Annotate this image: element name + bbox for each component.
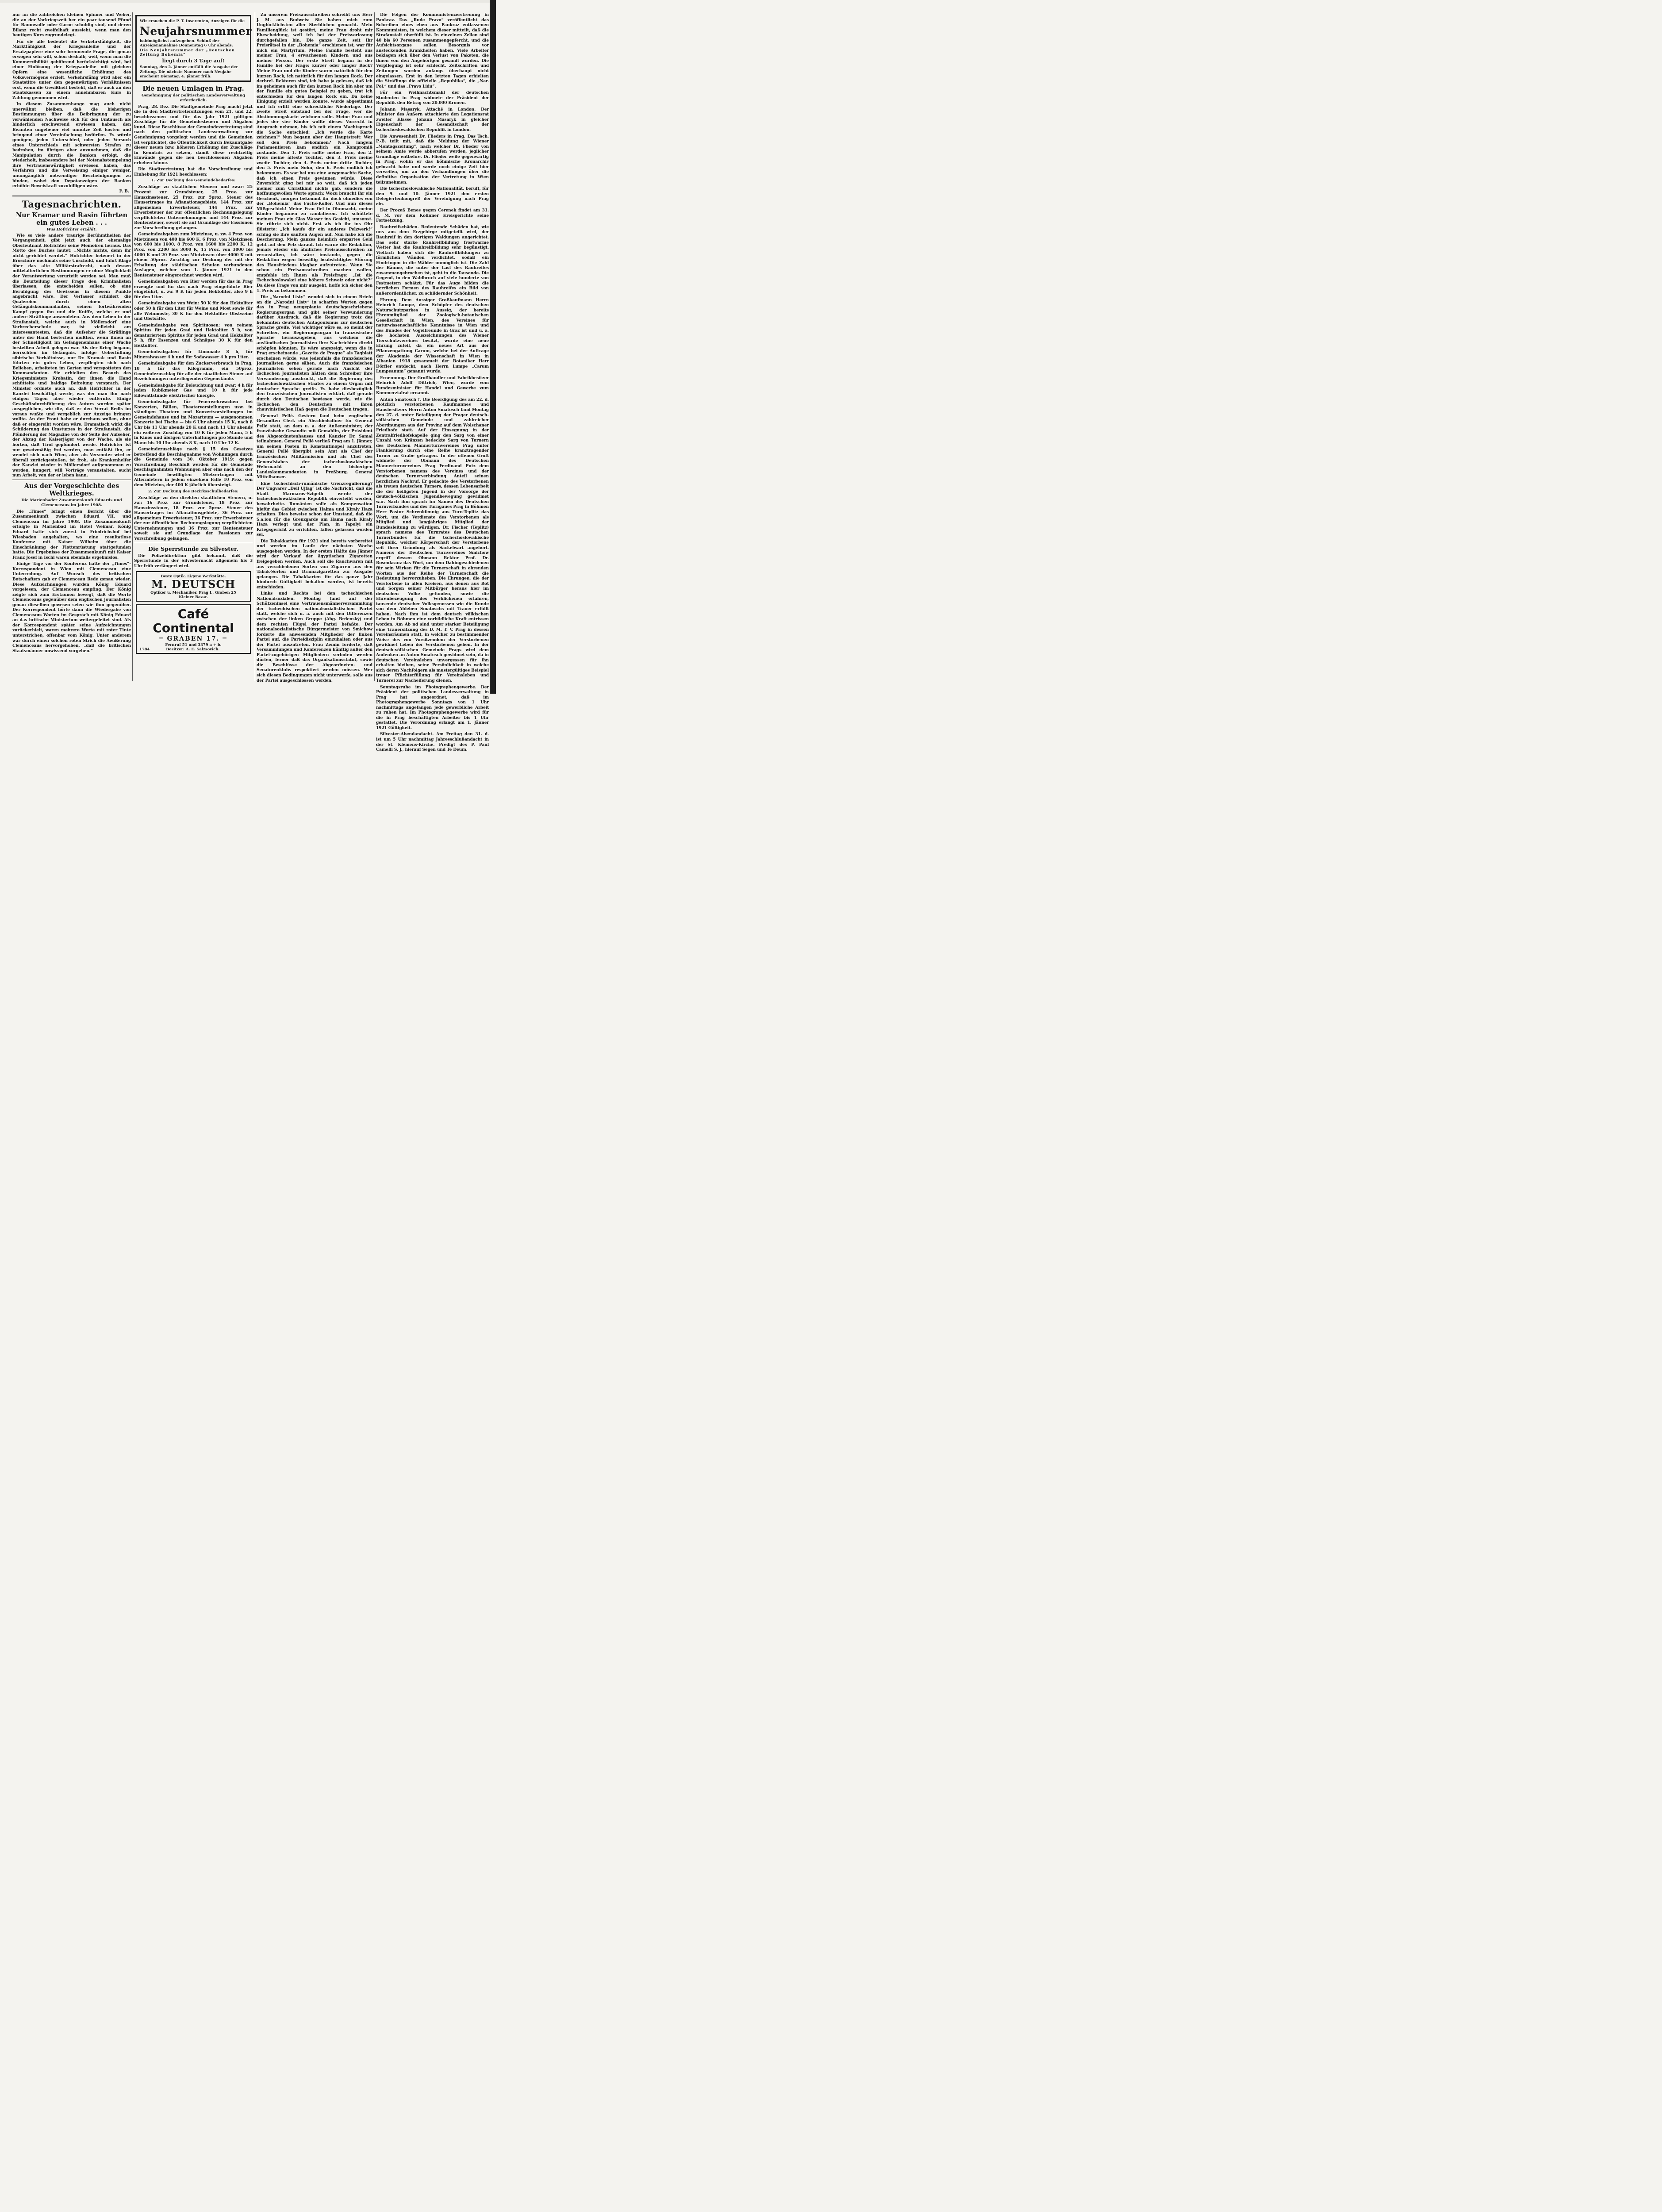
newspaper-page — [12, 12, 489, 753]
ad-tagline: Beste Optik. Eigene Werkstätte. — [161, 574, 226, 579]
ad-cafe-address: ═ GRABEN 17. ═ — [159, 635, 227, 643]
section-subheading: 1. Zur Deckung des Gemeindebedarfes: — [151, 178, 236, 183]
paragraph: Die Polizeidirektion gibt bekannt, daß die Sperrstunde in der Silvesternacht allgemein bis 3 Uhr früh verlängert wird. — [134, 553, 253, 568]
column-3 — [257, 12, 372, 681]
ad-cafe-owner: Besitzer: A. E. Salzsovich. — [166, 647, 220, 652]
paragraph: Johann Masaryk, Attaché in London. Der Minister des Äußern attachierte den Legationsrat zweiter Klasse Johann Masaryk in gleicher Eigenschaft der Gesandtschaft der tschechoslowakischen Republik in London. — [376, 107, 489, 133]
article-headline: Nur Kramar und Rasin führten ein gutes Leben . . . — [15, 211, 128, 227]
paragraph: General Pellé. Gestern fand beim englischen Gesandten Clerk ein Abschiedsdiner für General Pellé statt, an dem u. a. der Außenminister, der französische Gesandte mit Gemahlin, der Präsident des Abgeordnetenhauses und Kanzler Dr. Samal teilnahmen. General Pellé verließ Prag am 1. Jänner, um seinen Posten in Konstantinopel anzutreten. General Pellé übergibt sein Amt als Chef der französischen Militärmission und als Chef des Generalstabes der tschechoslowakischen Wehrmacht an den bisherigen Landeskommandanten in Preßburg, General Mittelhauser. — [257, 413, 372, 480]
ad-company-name: M. DEUTSCH — [151, 578, 236, 591]
paragraph: Eine tschechisch-rumänische Grenzregulierung? Der Ungvarer „Dell Ujfag“ ist die Nachricht, daß die Stadt Marmaros-Szigeth werde der tschechoslowakischen Republik einverleibt werden, bewahrheite. Rumänien solle als Kompensation hiefür das Gebiet zwischen Halma und Kiraly Haza erhalten. Dies beweise schon der Umstand, daß die S.a.ion für die Grenzgarde am Hama nach Kiraly Haza verlegt und der Plan, in Tapolyi ein Kriegsgericht zu errichten, fallen gelassen worden sei. — [257, 481, 372, 538]
scan-top-margin — [0, 0, 496, 3]
notice-emphasis: liegt durch 3 Tage auf! — [162, 58, 225, 64]
ad-address: Optiker u. Mechaniker. Prag I., Graben 25 — [150, 590, 236, 595]
article-headline: Die neuen Umlagen in Prag. — [142, 84, 244, 92]
paragraph: Gemeindeabgabe für den Zuckerverbrauch in Prag, 10 h für das Kilogramm, ein 50proz. Gemeindezuschlag für alle der staatlichen Steuer auf Bezeichnungen unterliegenden Gegenstände. — [134, 361, 253, 382]
column-2 — [134, 12, 253, 681]
cafe-advertisement — [136, 604, 251, 654]
optician-advertisement — [136, 571, 251, 602]
column-rule — [374, 12, 375, 681]
paragraph: Gemeindeabgaben zum Mietzinse, u. zw. 4 Proz. von Mietzinsen von 400 bis 600 K, 6 Proz. von Mietzinsen von 600 bis 1600, 8 Proz. von 1600 bis 2200 K, 12 Proz. von 2200 bis 3000 K, 15 Proz. von 3000 bis 4000 K und 20 Proz. von Mietzinsen über 4000 K mit einem 50proz. Zuschlag zur Deckung der mit der Erhaltung der städtischen Schulen verbundenen Auslagen, welcher vom 1. Jänner 1921 in den Rentensteuer eingerechnet werden wird. — [134, 232, 253, 278]
paragraph: Gemeindeabgaben für Limonade 8 h, für Mineralwasser 4 h und für Sodawasser 4 h pro Liter. — [134, 349, 253, 360]
paragraph: Silvester-Abendandacht. Am Freitag den 31. d. ist um 5 Uhr nachmittag Jahresschlußandacht in der St. Klemens-Kirche. Predigt des P. Paul Camelli S. J., hierauf Segen und Te Deum. — [376, 732, 489, 753]
paragraph: Einige Tage vor der Konferenz hatte der „Times“-Korrespondent in Wien mit Clemenceau eine Unterredung. Auf Wunsch des britischen Botschafters gab er Clemenceau Rede genau wieder. Diese Aufzeichnungen wurden König Eduard vorgelesen, der Clemenceau empfing. Der König zeigte sich zum Erstaunen bewegt, daß die Worte Clemenceaus gegenüber dem englischen Journalisten genau dieselben gewesen seien wie ihm gegenüber. Der Korrespondent hörte dann die Wiedergabe von Clemenceaus Worten im Gespräch mit König Eduard an das britische Ministerium weitergeleitet sind. Als der Korrespondent später seine Aufzeichnungen zurückerhielt, waren mehrere Worte mit roter Tinte unterstrichen, offenbar vom König. Unter anderem war durch einen solchen roten Strich die Aeußerung Clemenceaus hervorgehoben, „daß die britischen Staatsmänner unwissend vorgehen.“ — [12, 561, 131, 653]
paragraph: Ehrung. Dem Aussiger Großkaufmann Herrn Heinrich Lumpe, dem Schöpfer des deutschen Naturschutzparkes in Aussig, der bereits Ehrenmitglied der Zoologisch-botanischen Gesellschaft in Wien, des Vereines für naturwissenschaftliche Kenntnisse in Wien und des Bundes der Vogelfreunde in Graz ist und u. a. die höchsten Auszeichnungen des Wiener Tierschutzvereines besitzt, wurde eine neue Ehrung zuteil, da ein neues Art aus der Pflanzengattung Carum, welche bei der Auftrage der Akademie der Wissenschaft in Wien in Albanien 1918 gesammelt der Botaniker Herr Dörfler entdeckt, nach Herrn Lumpe „Carum Lumpeanum“ genannt wurde. — [376, 297, 489, 374]
paragraph: Gemeindeabgabe für Beleuchtung und zwar: 4 h für jeden Kubikmeter Gas und 10 h für jede Kilowattstunde elektrischer Energie. — [134, 383, 253, 398]
paragraph: Gemeindeabgabe von Spirituosen: von reinem Spiritus für jeden Grad und Hektoliter 5 h, von denaturiertem Spiritus für jeden Grad und Hektoliter 5 h, für Essenzen und Schnäpse 30 K für den Hektoliter. — [134, 323, 253, 348]
announcement-box — [135, 15, 251, 82]
paragraph: Für sie alle bedeutet die Verkehrsfähigkeit, die Marktfähigkeit der Kriegsanleihe und der Ersatzpapiere eine sehr brennende Frage, die genau erwogen sein will, schon deshalb, weil, wenn man die Kommerzibilität gebührend berücksichtigt wird, bei einer Einlösung der Kriegsanleihe mit gleichen Opfern eine wesentliche Erhöhung des Volksvermögens erzielt. Verkehrsfähig wird aber ein Staatstitre unter den gegenwärtigen Verhältnissen erst, wenn die Gewißheit besteht, daß er auch an den Staatskassen zu einem annehmbaren Kurs in Zahlung genommen wird. — [12, 39, 131, 100]
paragraph: Die „Narodni Listy“ wendet sich in einem Briefe an die „Narodni Listy“ in scharfen Worten gegen das in Prag neugeplante deutschgeschriebene Regierungsorgan und gibt seiner Verwunderung darüber Ausdruck, daß die Regierung trotz des bekannten deutschen Antagonismus zur deutschen Sprache greife. Viel wichtiger wäre es, so meint der Schreiber, ein Regierungsorgan in französischer Sprache herauszugeben, aus welchem die ausländischen Journalisten ihre Nachrichten direkt schöpfen könnten. Es wäre angezeigt, wenn die in Prag erscheinende „Gazette de Prague“ als Tagblatt erscheinen würde, was jedenfalls die französischen Journalisten gerne sähen. Auch die französischen Journalisten sehen gerade nach Ansicht der Tschechen Journalisten hätten dem Schreiber ihre Verwunderung ausdrückt, daß die Regierung des tschechoslowakischen Staates zu einem Organ mit deutscher Sprache greife. Es habe diesbezüglich den französischen Journalisten erklärt, daß gerade durch den Deutschen bewiesen werde, wie die Tschechen den Deutschen mit ihren chauvinistischen Haß gegen die Deutschen tragen. — [257, 295, 372, 412]
paragraph: Zuschläge zu den direkten staatlichen Steuern, u. zw.: 16 Proz. zur Grundsteuer, 18 Proz. zur Hauszinssteuer, 18 Proz. zur 5proz. Steuer des Hausertrages im Afianationsgebiete, 36 Proz. zur allgemeinen Erwerbsteuer, 36 Proz. zur Erwerbsteuer der zur öffentlichen Rechnungslegung verpflichteten Unternehmungen und 36 Proz. zur Rentensteuer soweit sie auf Grundlage der Fassionen zur Vorschreibung gelangen. — [134, 495, 253, 541]
notice-text: Sonntag, den 2. Jänner entfällt die Ausgabe der Zeitung. Die nächste Nummer nach Neujahr erscheint Dienstag, 4. Jänner früh. — [140, 64, 238, 79]
ad-location: Kleiner Bazar. — [179, 595, 208, 599]
section-subheading: 2. Zur Deckung des Bezirksschulbedarfes: — [148, 489, 238, 494]
paragraph: Gemeindezuschläge nach § 15 des Gesetzes betreffend die Beschlagnahme von Wohnungen durch die Gemeinde vom 30. Oktober 1919: gegen Vorschreibung Beschluß werden für die Gemeinde beschlagnahmten Wohnungen aber eins nach den der Gemeinde bewilligten Mietverträgen mit Aftermietern in jedem einzelnen Falle 10 Proz. von dem Mietzins, der 400 K jährlich übersteigt. — [134, 447, 253, 488]
paragraph: Zu unserem Preisausschreiben schreibt uns Herr J. M. aus Budweis: Sie haben mich zum Unglücklichsten aller Sterblichen gemacht. Mein Familienglück ist gestört, meine Frau droht mir Ehescheidung, weil ich bei der Preisverlosung durchgefallen bin. Die ganze Zeit, seit Ihr Preisrätsel in der „Bohemia“ erschienen ist, war für mich ein Martyrium. Meine Familie besteht aus meiner Frau, 4 erwachsenen Kindern und aus meiner Person. Der erste Streit begann in der Familie bei der Frage: kurzer oder langer Rock? Meine Frau und die Kinder waren natürlich für den kurzen Rock, ich natürlich für den langen Rock. Der derbrel. Rektoren sind, ich habe ja gelesen, daß ich im geheimen auch für den kurzen Rock bin aber um der Familie ein gutes Beispiel zu geben, trat ich entschieden für den langen Rock ein. Da keine Einigung erzielt werden konnte, wurde abgestimmt und ich erlitt eine schreckliche Niederlage. Der zweite Streit entstand bei der Frage, wer die Abstimmungskarte zeichnen solle. Meine Frau und jedes der vier Kinder wollte dieses Vorrecht in Anspruch nehmen, bis ich mit einem Machtspruch die Sache entschied: „Ich werde die Karte zeichnen!“ Nun begann aber der Hauptstreit: Wer soll den Preis bekommen? Nach langem Parlamentieren kam endlich ein Kompromiß zustande. Den 1. Preis sollte meine Frau, den 2. Preis meine älteste Tochter, den 3. Preis meine zweite Tochter, den 4. Preis meine dritte Tochter, den 5. Preis mein Sohn, den 6. Preis endlich ich bekommen. Es war bei uns eine ausgemachte Sache, daß ich einen Preis gewinnen würde. Diese Zuversicht ging bei mir so weit, daß ich jeden meiner zum Christkind nichts gab, sondern die hoffnungsvollen Worte sprach: Wozu braucht ihr ein Geschenk, morgen bekommt ihr doch ohnedies von der „Bohemia“ das Fuchs-Koller. Und nun dieses Mißgeschick! Meine Frau fiel in Ohnmacht, meine Kinder begannen zu randalieren. Ich schüttete meinen Frau ein Glas Wasser ins Gesicht, umsonst. Sie rührte sich nicht. Erst als ich ihr ins Ohr flüsterte: „Ich kaufe dir ein anderes Pelzwerk!“ schlug sie ihre sanften Augen auf. Nun habe ich die Bescherung. Mein ganzes heimlich erspartes Geld geht auf den Pelz darauf. Ich warne die Redaktion, jemals wieder ein ähnliches Preisausschreiben zu veranstalten, ich wäre imstande, gegen die Redaktion wegen böswillig beabsichtigter Störung des Hausfriedens klagbar aufzutreten. Wenn Sie schon ein Preisausschreiben machen wollen, empfehle ich Ihnen als Preisfrage: „Ist die Tschechoslowakei eine höhere Schweiz oder nicht?“ Da diese Frage von mir ausgeht, hoffe ich sicher den 1. Preis zu bekommen. — [257, 12, 372, 293]
article-subheadline: Genehmigung der politischen Landesverwaltung erforderlich. — [141, 93, 246, 103]
column-1 — [12, 12, 131, 681]
paragraph: Sonntagsruhe im Photographengewerbe. Der Präsident der politischen Landesverwaltung in Prag hat angeordnet, daß im Photographengewerbe Sonntags von 1 Uhr nachmittags angefangen jede gewerbliche Arbeit zu ruhen hat. Im Photographengewerbe wird für die in Prag beschäftigten Arbeiter bis 1 Uhr gestattet. Die Verordnung erlangt am 1. Jänner 1921 Gültigkeit. — [376, 684, 489, 730]
column-4 — [376, 12, 489, 753]
ad-cafe-phone: Fernruf 51 und 3379 a + b. — [165, 642, 222, 647]
notice-intro: Wir ersuchen die P. T. Inserenten, Anzeigen für die — [140, 19, 245, 23]
paragraph: Wie so viele andere traurige Berühmtheiten der Vergangenheit, gibt jetzt auch der ehemalige Oberleutnant Hofrichter seine Memoiren heraus. Das Motto des Buches lautet: „Nichts nichts, denn ihr nicht gerichtet werdet.“ Hofrichter beteuert in der Broschüre nochmals seine Unschuld, und führt Klage über das alte Militärstrafrecht, nach dessen mittelalterlichen Bestimmungen er ohne Möglichkeit der Verantwortung verurteilt worden sei. Man muß die Beurteilung dieser Frage den Kriminalisten überlassen, die entscheiden sollen, ob eine Beruhigung des Gewissens in diesem Punkte angebracht wäre. Der Verfasser schildert die Qualereien durch einen alten Gefängniskommandanten, seinen fortwährenden Kampf gegen ihn und die Kniffe, welche er und andere Sträflinge anwendeten. Aus dem Leben in der Strafanstalt, welche auch in Möllersdorf eine Verbrecherschule war, ist vielleicht am interessantesten, daß die Aufseher die Sträflinge unter der Hand bestechen mußten, wenn ihnen an der Schnelligkeit im Gefangenenhaus einer Wache bestellten Arbeit gelegen war. Als der Krieg begann, herrschten im Gefängnis, infolge Ueberfüllung sibirische Verhältnisse, nur Dr. Kramak und Rasin führten ein gutes Leben, verpflegten sich nach Belieben, arbeiteten im Garten und verspotteten den Kommandanten. Sie erhielten den Besuch des Kriegsministers Krobatin, der ihnen die Hand schüttelte und baldige Befreiung versprach. Der Minister ordnete auch an, daß Hofrichter in der Kanzlei beschäftigt werde, was der man ihn nach einigen Tagen aber wieder entfernte. Einige Geschäftsdurchführung des Autors wurden später ausgeglichen, wie die, daß er den Verrat Redls im voraus wußte und vergeblich zur Anzeige bringen wollte. An der Front habe er durchaus wollen, ohne daß er eingereiht worden wäre. Dramatisch wirkt die Schilderung des Umsturzes in der Strafanstalt, die Plünderung der Magazine von der Seite der Aufseher, der Abzug der Kaiserjäger von der Wache, als sie hörten, daß Tirol geplündert werde. Hofrichter ist nur gesetzmäßig frei werden, man entläßt ihn, er wendet sich nach Wien, aber als Versemter wird er überall zurückgestoßen, ist froh, als Krankenhelfer der Kanzlei wieder in Möllersdorf aufgenommen zu werden, hungert, will Vorträge veranstalten, sucht nun Arbeit, von der er leben kann. — [12, 233, 131, 478]
paragraph: Gemeindeabgabe für Feuerwehrwachen bei Konzerten, Bällen, Theatervorstellungen usw. in ständigen Theatern und Konzertvorstellungen im Gemeindehause und im Mozarteum — ausgenommen Konzerte bei Tische — bis 6 Uhr abends 15 K, nach 8 Uhr bis 11 Uhr abends 20 K und nach 11 Uhr abends ein weiterer Zuschlag von 10 K für jeden Mann, 5 h in Kinos und übrigen Unterhaltungen pro Stunde und Mann bis 10 Uhr abends 8 K, nach 10 Uhr 12 K. — [134, 399, 253, 445]
paragraph: Anton Smatosch †. Die Beerdigung des am 22. d. plötzlich verstorbenen Kaufmannes und Hausbesitzers Herrn Anton Smatosch fand Montag den 27. d. unter Beteiligung der Prager deutsch-völkischen Gemeinde und zahlreicher Abordnungen aus der Provinz auf dem Wolschaner Friedhofe statt. Auf der Einsegnung in der Zentralfriedhofskapelle ging den Sarg von einer Unzahl von Kränzen bedeckte Sarg von Turnern des Deutschen Männerturnvereines Prag unter Flankierung durch eine Reihe kranztragender Turner zu Grabe getragen. In der offenen Gruft widmete der Obmann des Deutschen Männerturnvereines Prag Ferdinand Putz dem Verstorbenen namens des Vereines und der deutschen Turnerverbindung Anteil seinen herzlichen Nachruf. Er gedachte des Verstorbenen als treuen deutschen Turners, dessen Lebensarbeit die der heiligsten Jugend in der Vorsorge der deutsch-völkischen Jugendbewegung gewidmet war. Nach ihm sprach im Namen des Deutschen Turnverbandes und des Turngaues Prag in Böhmen Herr Pastor Schrenkfennig aus Turn-Teplitz das Wort, um die Verdienste des Verstorbenen als Mitglied und langjähriges Mitglied der Bundesleitung zu würdigen. Dr. Fischer (Teplitz) sprach namens des Turnrates des Deutschen Turnerbundes für die tschechoslowakische Republik, welcher Körperschaft der Verstorbene seit ihrer Gründung als Säckelwart angehört. Namens der Deutschen Turnvereines Smichow ergriff dessen Obmann Rektor Prof. Dr. Rosenkranz das Wort, um dem Dahingeschiedenen für sein Wirken für die Turnerschaft in ehrenden Worten aus der Reihe der Turnerschaft die Bedeutung hervorzuheben. Die Ehrungen, die der Verstorbene in allen Kreisen, aus denen aus Rot und Sorgen seiner Mitbürger heraus hier im deutschen Volke gefunden, sowie die Ehrenbezeugung des Verblichenen erfahren, tausende deutscher Volksgenossen wie die Kunde von dem Ableben Smatoschs mit Trauer erfüllt haben. Nach ihm ist dem deutsch völkischen Leben in Böhmen eine vorbildliche Kraft entrissen worden. Am Ab nd sind unter starker Beteiligung eine Trauersitzung des D. M. T. V. Prag in dessen Vereinsräumen statt, in welcher zu bestimmender Weise des von Vorsitzendem der Verstorbenen gewidmet Leben der Verstorbenen geben. In der deutsch-völkischen Gemeinde Prags wird dem Andenken an Anton Smatosch gewidmet sein, da in deutschen Vereinsleben unvergessen für ihn erhalten bleiben, seine Persönlichkeit in welche sich deren Nachfolgern als mustergültiges Beispiel treuer Pflichterfüllung für Vereinsleben und Turnerei zur Nacheiferung dienen. — [376, 397, 489, 683]
article-headline: Die Sperrstunde zu Silvester. — [148, 545, 238, 552]
ad-cafe-name: Café Continental — [153, 607, 234, 636]
paragraph: Gemeindeabgaben von Bier werden für das in Prag erzeugte und für das nach Prag eingeführte Bier eingeführt, u. zw. 9 K für jeden Hektoliter, also 9 h für den Liter. — [134, 279, 253, 300]
scan-right-edge — [490, 0, 496, 694]
paragraph: nur an die zahlreichen kleinen Spinner und Weber, die an der Vorkriegszeit her ein paar tausend Pfund für Baumwolle oder Garne schuldig sind, und deren Bilanz recht zweifelhaft aussieht, wenn man den heutigen Kurs zugrundelegt. — [12, 12, 131, 38]
paragraph: Der Prozeß Benes gegen Cerenek findet am 31. d. M. vor dem Kolinner Kreisgerichte seine Fortsetzung. — [376, 208, 489, 223]
paragraph: Rauhreifschäden. Bedeutende Schäden hat, wie uns aus dem Erzgebirge mitgeteilt wird, der Rauhreif in den dortigen Waldungen angerichtet. Das sehr starke Rauhreifbildung frostwarme Wetter hat die Rauhreifbildung sehr begünstigt. Vielfach haben sich die Rauhreifbildungen zu förmlichen Wänden verdichtet, sodaß ein Eindringen in die Wälder unmöglich ist. Die Zahl der Bäume, die unter der Last des Rauhreifes zusammengebrochen ist, geht in die Tausende. Die Gegend, in den Waldbruch auf viele hunderte von Festmetern schätzt. Für das Auge bilden die herrlichen Formen des Rauhreifes ein Bild von außerordentlicher, zu schildernder Schönheit. — [376, 224, 489, 296]
paragraph: Zuschläge zu staatlichen Steuern und zwar: 25 Prozent zur Grundsteuer, 25 Proz. zur Hauszinssteuer, 25 Proz. zur 5proz. Steuer des Hausertrages im Afianationsgebiete, 144 Proz. zur allgemeinen Erwerbsteuer, 144 Proz. zur Erwerbsteuer der zur öffentlichen Rechnungslegung verpflichteten Unternehmungen und 144 Proz. zur Rentensteuer, soweit sie auf Grundlage der Fassionen zur Vorschreibung gelangen. — [134, 184, 253, 230]
article-byline: Was Hofrichter erzählt. — [46, 227, 97, 232]
paragraph: Ernennung. Der Großhändler und Fabrikbesitzer Heinrich Adolf Dittrich, Wien, wurde vom Bundesminister für Handel und Gewerbe zum Kommerzialrat ernannt. — [376, 375, 489, 396]
article-subheadline: Die Marienbader Zusammenkunft Eduards und Clemenceaus im Jahre 1908. — [21, 498, 122, 507]
paragraph: Die Tabakkarten für 1921 sind bereits vorbereitet und werden im Laufe der nächsten Woche ausgegeben werden. In der ersten Hälfte des Jänner wird der Verkauf der ägyptischen Zigaretten freigegeben werden. Auch soll die Rauchwaren mit aus verschiedenen Sorten von Zigarren aus den Tabak-Sorten und Dramazigaretten zur Ausgabe gelangen. Die Tabakkarten für das ganze Jahr hindurch Gültigkeit behalten werden, ist bereits entschieden. — [257, 538, 372, 590]
paragraph: In diesem Zusammenhange mag auch nicht unerwähnt bleiben, daß die bisherigen Bestimmungen über die Beibringung der zu verwählenden Nachweise sich für den Umtausch als hinderlich erschwerend erwiesen haben, den Beamten ungeheuer viel unnütze Zeit kosten und bringend einer Vereinfachung bedürfen. Es würde genügen, jeden Unterschied, oder jeden Versuch eines Unterschieds mit schwersten Strafen zu bedrohen, im übrigen aber anzunehmen, daß die Manipulation durch die Banken erfolgt, die wiederholt, insbesondere bei der Notenabstempelung ihre Vertrauenswürdigkeit erwiesen haben, das Verfahren und die Verweisung einiger weniger, unumgänglich notwendiger Bescheinigungen zu binden, wobei den Depotanzeigen der Banken erhöhte Beweiskraft zuzubilligen wäre. — [12, 102, 131, 189]
notice-text: baldmöglichst aufzugeben. Schluß der Anzeigenannahme Donnerstag 6 Uhr abends. — [140, 38, 233, 48]
ad-cafe-owner-line — [139, 647, 247, 651]
ad-number: 1784 — [139, 647, 150, 652]
section-title: Tagesnachrichten. — [22, 198, 122, 210]
paragraph: Die Folgen der Kommunistenzerstreuung in Pankraz. Das „Rude Pravo“ veröffentlicht das Schreiben eines eben aus Pankraz entlassenen Kommunisten, in welchem dieser mitteilt, daß die Strafanstalt überfüllt ist. In einzelnen Zellen sind 40 bis 60 Personen zusammengepfercht, und die Aufsichtsorgane sollen Besorgnis vor ansteckenden Krankheiten haben. Viele Arbeiter beklagen sich über den Verlust von Paketen, die ihnen von den Angehörigen gesandt wurden. Die Verpflegung ist sehr schlecht. Zeitschriften und Zeitungen wurden anfangs überhaupt nicht eingelassen. Erst in den letzten Tagen erhielten die Sträflinge die offizielle „Republika“, die „Nar. Pol.“ und das „Pravo Lidu“. — [376, 12, 489, 89]
paragraph: Für ein Weihnachtsmahl der deutschen Studenten in Prag widmete der Präsident der Republik den Betrag von 20.000 Kronen. — [376, 90, 489, 106]
paragraph: Gemeindeabgabe von Wein: 50 K für den Hektoliter oder 50 h für den Liter für Weine und Most sowie für alle Weinmoste, 30 K für den Hektoliter Obstweine und Obstsäfte. — [134, 301, 253, 322]
paragraph: Die Stadtvertretung hat die Vorschreibung und Einhebung für 1921 beschlossen: — [134, 167, 253, 177]
paragraph: Die Anwesenheit Dr. Flieders in Prag. Das Tsch. P.-B. teilt mit, daß die Meldung der Wiener „Montagszeitung“, nach welcher Dr. Flieder von seinem Amte werde abberufen werden, jeglicher Grundlage entbehre. Dr. Flieder weile gegenwärtig in Prag, wohin er das böhmische Kronarchiv gebracht habe und werde noch einige Zeit hier verweilen, um an den Verhandlungen über die definitive Organisation der Vertretung in Wien teilzunehmen. — [376, 134, 489, 185]
paragraph: Die „Times“ bringt einen Bericht über die Zusammenkunft zwischen Eduard VII. und Clemenceau im Jahre 1908. Die Zusammenkunft erfolgte in Marienbad im Hotel Weimar. König Eduard hatte sich zuerst in Friedrichshof bei Wiesbaden angehalten, wo eine resultatlose Konferenz mit Kaiser Wilhelm über die Einschränkung der Flottenrüstung stattgefunden hatte. Die Ergebnisse der Zusammenkunft mit Kaiser Franz Josef in Ischl waren ebenfalls ergebnislos. — [12, 509, 131, 560]
author-signature: F. B. — [119, 189, 129, 194]
article-headline: Aus der Vorgeschichte des Weltkrieges. — [24, 482, 119, 497]
column-rule — [132, 12, 133, 681]
paragraph: Prag, 28. Dez. Die Stadtgemeinde Prag macht jetzt die in den Stadtvertretersitzungen vom 21. und 22. beschlossenen und für das Jahr 1921 gültigen Zuschläge für die Gemeindesteuern und Abgaben kund. Diese Beschlüsse der Gemeindevertretung sind nach den politischen Landesverwaltung zur Genehmigung vorgelegt werden und die Gemeinden ist verpflichtet, die Öffentlichkeit durch Bekanntgabe dieser neuen bzw. höheren Erhöhung der Zuschläge in Kenntnis zu setzen, damit diese rechtzeitig Einwände gegen die neu beschlossenen Abgaben erheben könne. — [134, 104, 253, 165]
notice-title: Neujahrsnummer — [140, 24, 252, 38]
notice-text: Die Neujahrsnummer der „Deutschen Zeitung Bohemia“ — [140, 47, 235, 57]
paragraph: Die tschechoslowakische Nationalität. beruft, für den 9. und 10. Jänner 1921 den ersten Delegiertenkongreß der Vereinigung nach Prag ein. — [376, 186, 489, 207]
paragraph: Links und Rechts bei den tschechischen Nationalsozialen. Montag fand auf der Schützeninsel eine Vertrauensmännerversammlung der tschechischen nationalsozialistischen Partei statt, welche sich u. a. auch mit den Differenzen zwischen der linken Gruppe (Abg. Brdenskỳ) und dem rechten Flügel der Partei befaßte. Der nationalsozialistische Bürgermeister von Smichow forderte die anwesenden Mitglieder der linken Partei auf, die Parteidisziplin einzuhalten oder aus der Partei auszutreten. Frau Zemin forderte, daß Versammlungen und Konferenzen künftig außer den Partei-zugehörigen Mitgliedern verboten werden dürfen, ferner daß das Organisationsstatut, sowie die Beschlüsse der Abgeordneten- und Senatorenklubs respektiert werden müssen. Wer sich diesen Bedingungen nicht unterwerfe, solle aus der Partei ausgeschlossen werden. — [257, 591, 372, 683]
